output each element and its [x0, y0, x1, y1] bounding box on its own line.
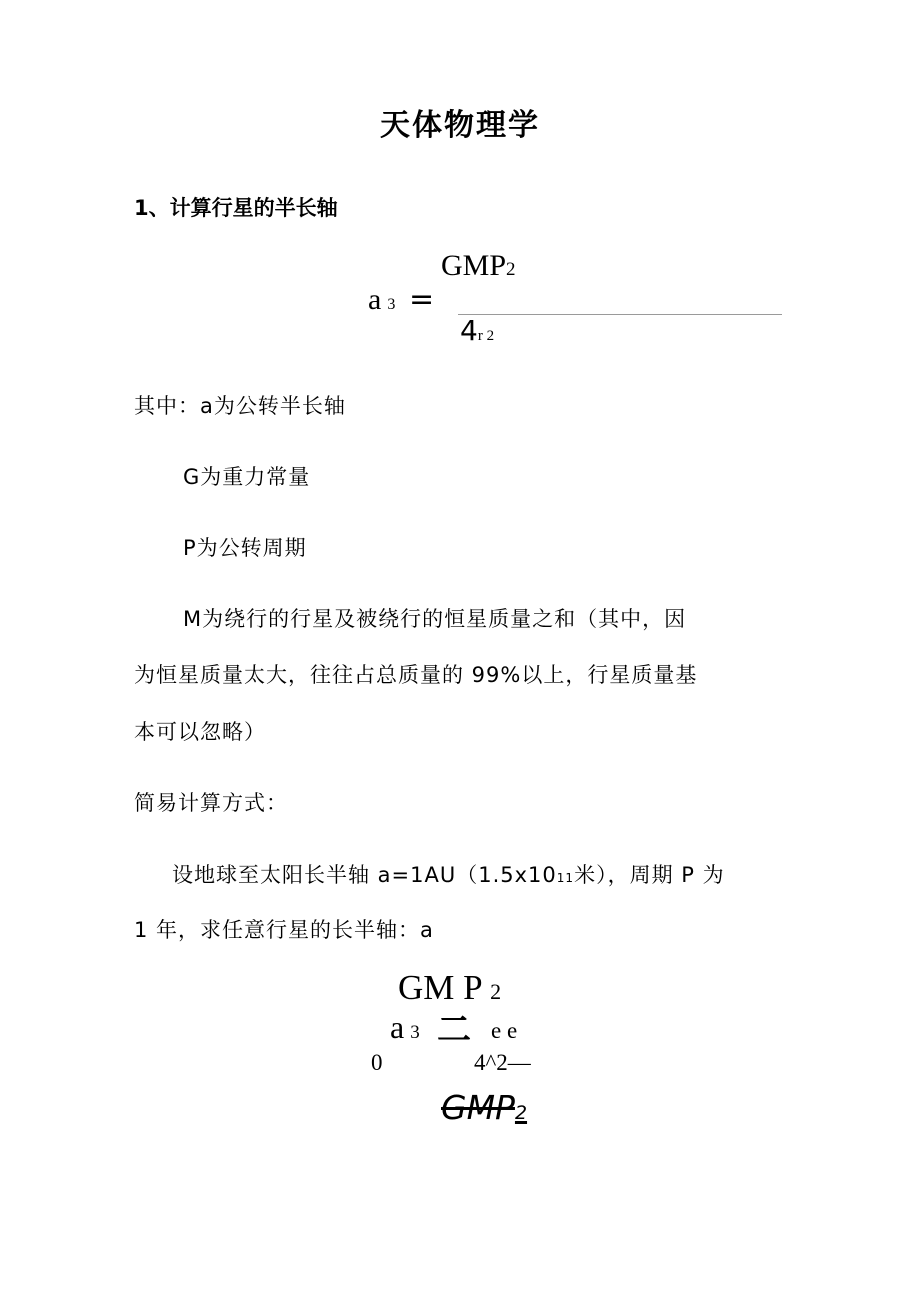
simple-method-label: 简易计算方式： [134, 791, 288, 815]
formula1-denominator [460, 314, 494, 347]
formula2-mid-a: a [390, 1009, 405, 1045]
formula1-numerator-exp: 2 [506, 259, 516, 280]
formula1-lhs-exp: 3 [387, 296, 396, 313]
formula2-mid-symbol: 二 [437, 1010, 471, 1050]
formula2-mid-exp: 3 [410, 1022, 420, 1043]
formula1-equals: = [409, 282, 435, 317]
formula2-bottom-exp: 2 [514, 1102, 528, 1124]
mass-note-line1: M为绕行的行星及被绕行的恒星质量之和（其中，因 [183, 607, 687, 631]
formula1-numerator [441, 249, 516, 283]
definition-g: G为重力常量 [183, 465, 311, 489]
formula2-low-expr: 4^2— [474, 1050, 531, 1075]
formula1-lhs-var: a [368, 283, 382, 316]
formula2-top-gm: GM [398, 968, 455, 1007]
formula2-top-exp: 2 [490, 979, 502, 1004]
example-exponent: 11 [556, 871, 575, 885]
formula1-denominator-rest: r 2 [477, 328, 495, 344]
formula1-denominator-main: 4 [460, 314, 478, 347]
formula2-low-zero: 0 [371, 1050, 383, 1075]
formula2-middle [390, 1009, 420, 1046]
section-heading: 1、计算行星的半长轴 [134, 196, 338, 220]
formula1-numerator-main: GMP [441, 249, 507, 282]
mass-note-line2: 为恒星质量太大，往往占总质量的 99%以上，行星质量基 [134, 663, 698, 687]
formula2-top-p: P [463, 968, 482, 1007]
example-line1 [172, 859, 725, 889]
definition-a: 其中：a为公转半长轴 [134, 394, 346, 418]
definition-p: P为公转周期 [183, 536, 307, 560]
formula1-fraction-bar [458, 314, 782, 315]
formula2-mid-ee: e e [491, 1018, 518, 1043]
formula2-bottom [441, 1088, 527, 1127]
example-line1-end: 米），周期 P 为 [574, 863, 725, 887]
formula1-lhs [368, 283, 395, 317]
mass-note-line3: 本可以忽略） [134, 720, 266, 744]
formula2-bottom-main: GMP [441, 1088, 515, 1127]
example-line1-start: 设地球至太阳长半轴 a=1AU（1.5x10 [172, 863, 557, 887]
page-title: 天体物理学 [380, 108, 540, 143]
example-line2: 1 年，求任意行星的长半轴：a [134, 918, 434, 942]
